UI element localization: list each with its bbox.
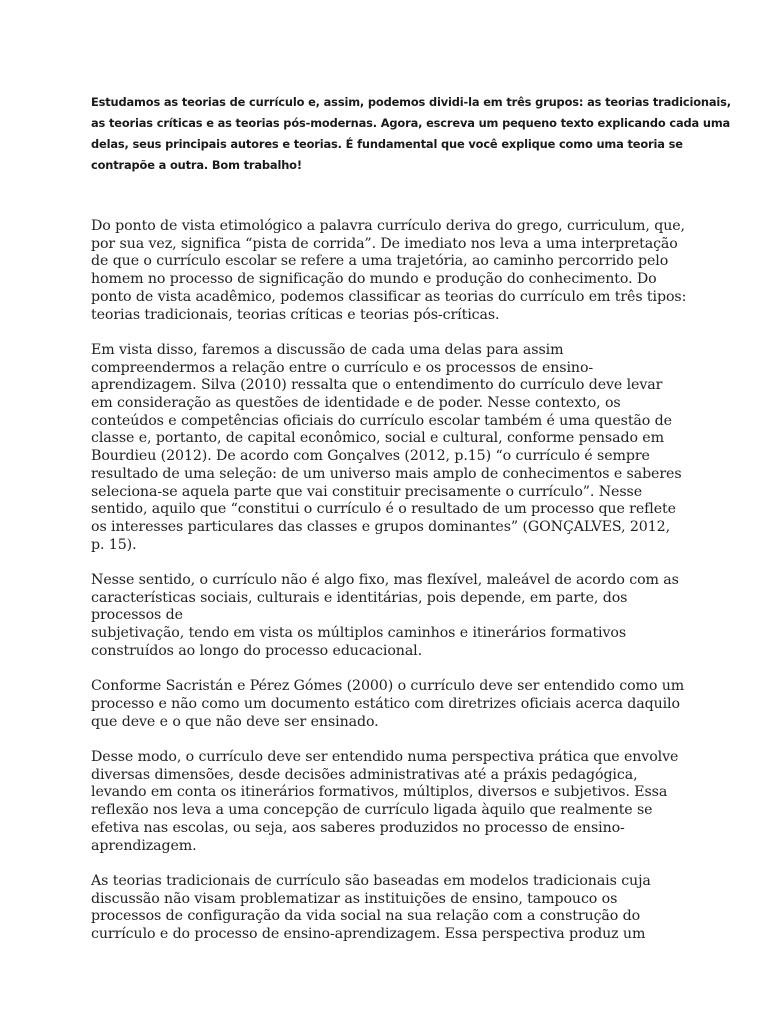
text-line: aprendizagem. [91,837,197,854]
text-line: características sociais, culturais e identitárias, pois depende, em parte, dos [91,589,628,606]
assignment-prompt [91,92,731,176]
text-line: classe e, portanto, de capital econômico, social e cultural, conforme pensado em [91,430,664,447]
prompt-line: contrapõe a outra. Bom trabalho! [91,158,302,172]
text-line: Bourdieu (2012). De acordo com Gonçalves (2012, p.15) “o currículo é sempre [91,448,650,465]
text-line: discussão não visam problematizar as instituições de ensino, tampouco os [91,890,618,907]
text-line: efetiva nas escolas, ou seja, aos saberes produzidos no processo de ensino- [91,819,625,836]
text-line: teorias tradicionais, teorias críticas e teorias pós-críticas. [91,306,500,323]
paragraph-practice [91,749,691,855]
text-line: Do ponto de vista etimológico a palavra currículo deriva do grego, curriculum, que, [91,218,685,234]
document-body [91,218,691,961]
text-line: processos de configuração da vida social na sua relação com a construção do [91,908,641,925]
text-line: Em vista disso, faremos a discussão de cada uma delas para assim [91,341,564,358]
text-line: processos de [91,607,183,624]
prompt-line: delas, seus principais autores e teorias. É fundamental que você explique como uma teoria se [91,137,683,151]
text-line: Conforme Sacristán e Pérez Gómes (2000) o currículo deve ser entendido como um [91,678,685,695]
text-line: subjetivação, tendo em vista os múltiplos caminhos e itinerários formativos [91,625,627,642]
text-line: compreendermos a relação entre o currículo e os processos de ensino- [91,359,594,376]
paragraph-discussion [91,342,691,554]
text-line: homem no processo de significação do mundo e produção do conhecimento. Do [91,271,657,288]
paragraph-sacristan [91,678,691,731]
text-line: Nesse sentido, o currículo não é algo fixo, mas flexível, maleável de acordo com as [91,572,679,589]
text-line: Desse modo, o currículo deve ser entendido numa perspectiva prática que envolve [91,749,679,766]
paragraph-flexibility [91,572,691,661]
text-line: ponto de vista acadêmico, podemos classificar as teorias do currículo em três tipos: [91,288,687,305]
text-line: reflexão nos leva a uma concepção de currículo ligada àquilo que realmente se [91,802,653,819]
text-line: currículo e do processo de ensino-aprendizagem. Essa perspectiva produz um [91,926,646,943]
text-line: que deve e o que não deve ser ensinado. [91,713,379,730]
prompt-line: as teorias críticas e as teorias pós-modernas. Agora, escreva um pequeno texto explicando cada uma [91,116,731,130]
text-line: por sua vez, significa “pista de corrida”. De imediato nos leva a uma interpretação [91,235,678,252]
text-line: seleciona-se aquela parte que vai constituir precisamente o currículo”. Nesse [91,483,642,500]
text-line: processo e não como um documento estático com diretrizes oficiais acerca daquilo [91,695,680,712]
text-line: p. 15). [91,536,137,553]
text-line: sentido, aquilo que “constitui o currículo é o resultado de um processo que reflete [91,501,676,518]
paragraph-traditional-theories [91,873,691,944]
text-line: os interesses particulares das classes e grupos dominantes” (GONÇALVES, 2012, [91,518,670,535]
text-line: em consideração as questões de identidade e de poder. Nesse contexto, os [91,395,621,412]
text-line: As teorias tradicionais de currículo são baseadas em modelos tradicionais cuja [91,872,651,889]
text-line: construídos ao longo do processo educacional. [91,642,423,659]
text-line: resultado de uma seleção: de um universo mais amplo de conhecimentos e saberes [91,465,682,482]
prompt-line: Estudamos as teorias de currículo e, assim, podemos dividi-la em três grupos: as teorias tradicionais, [91,95,731,109]
text-line: diversas dimensões, desde decisões administrativas até a práxis pedagógica, [91,766,638,783]
paragraph-etymology [91,218,691,324]
text-line: aprendizagem. Silva (2010) ressalta que o entendimento do currículo deve levar [91,377,663,394]
text-line: conteúdos e competências oficiais do currículo escolar também é uma questão de [91,412,672,429]
text-line: levando em conta os itinerários formativos, múltiplos, diversos e subjetivos. Essa [91,784,668,801]
text-line: de que o currículo escolar se refere a uma trajetória, ao caminho percorrido pelo [91,253,669,270]
